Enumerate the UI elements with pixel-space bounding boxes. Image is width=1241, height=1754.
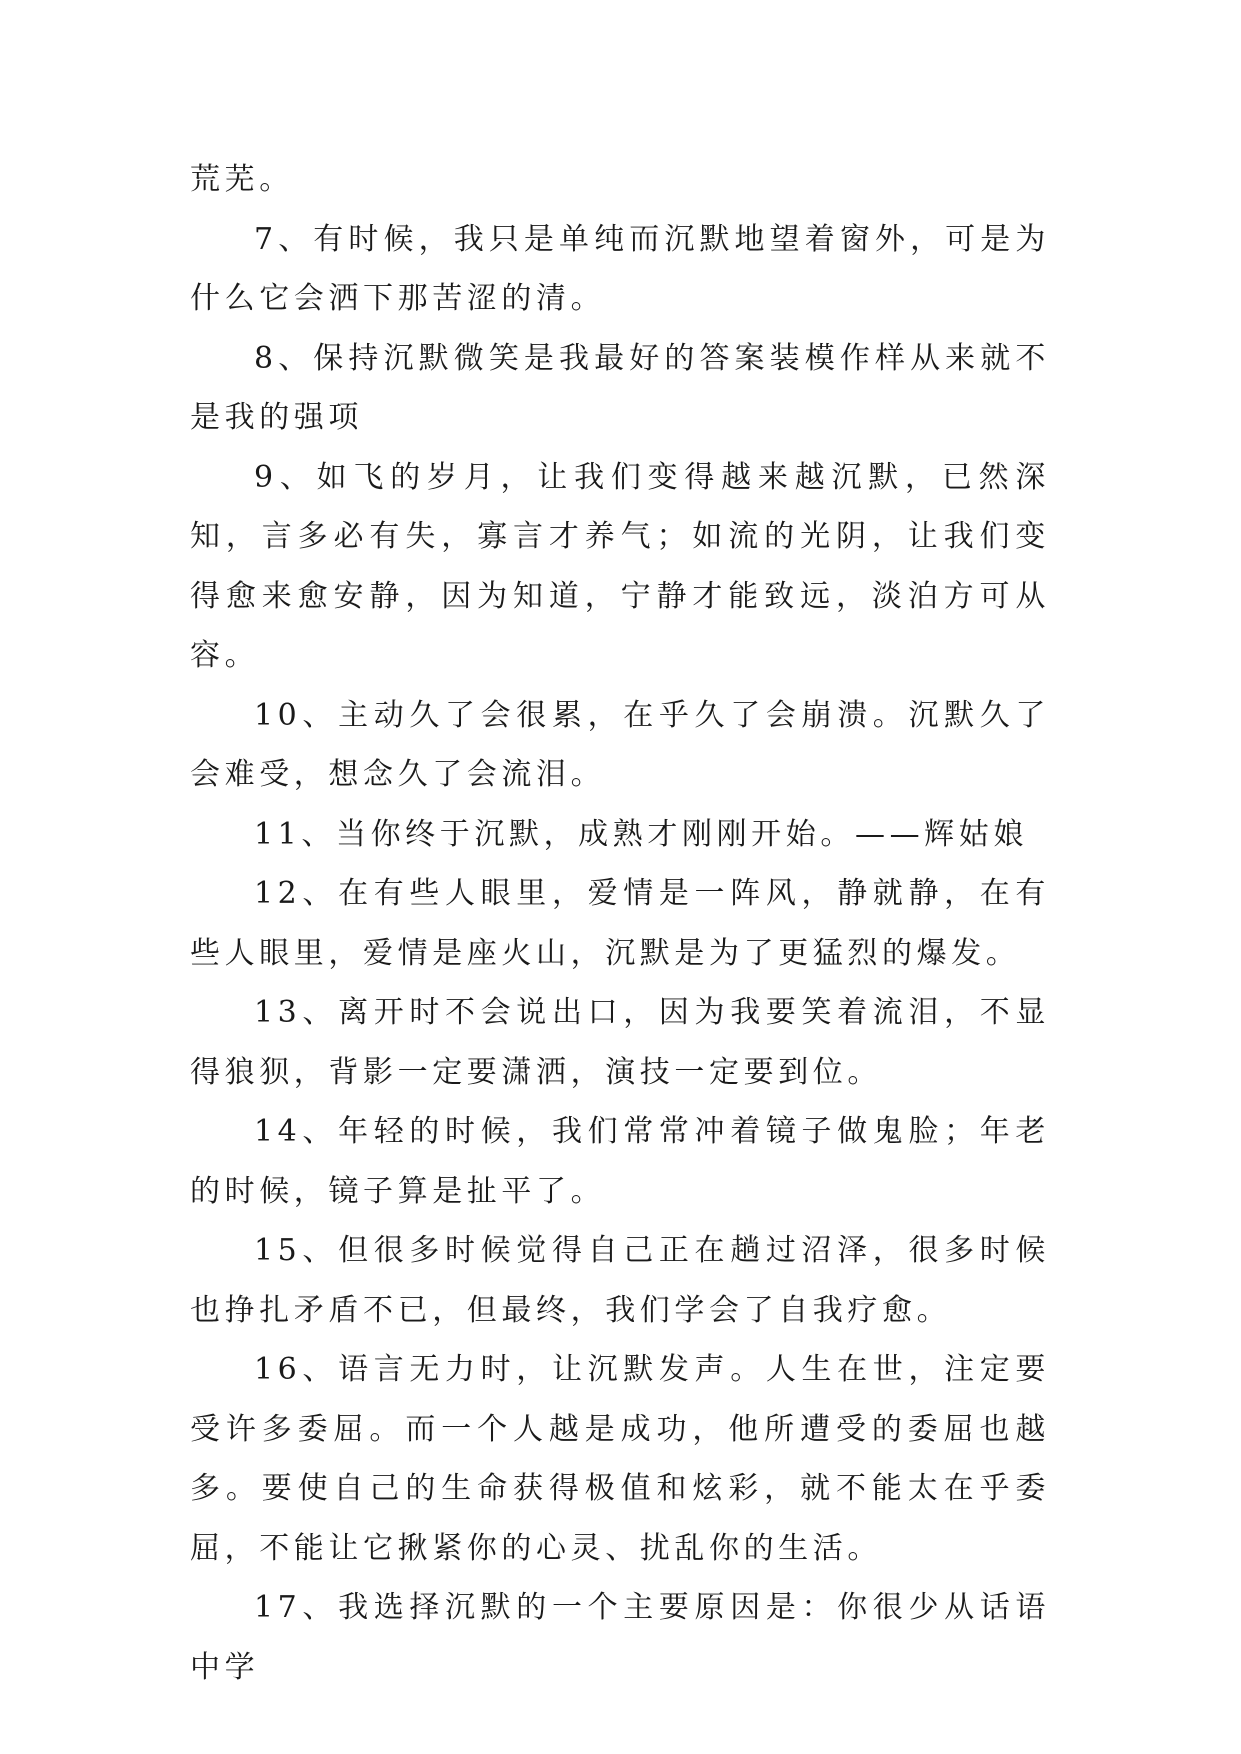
- paragraph-7: 7、有时候，我只是单纯而沉默地望着窗外，可是为什么它会洒下那苦涩的清。: [190, 221, 1050, 316]
- paragraph-9: 9、如飞的岁月，让我们变得越来越沉默，已然深知，言多必有失，寡言才养气；如流的光阴，让我们变得愈来愈安静，因为知道，宁静才能致远，淡泊方可从容。: [190, 459, 1050, 673]
- paragraph-14: 14、年轻的时候，我们常常冲着镜子做鬼脸；年老的时候，镜子算是扯平了。: [190, 1114, 1050, 1209]
- paragraph-8: 8、保持沉默微笑是我最好的答案装模作样从来就不是我的强项: [190, 340, 1050, 435]
- paragraph-12: 12、在有些人眼里，爱情是一阵风，静就静，在有些人眼里，爱情是座火山，沉默是为了更猛烈的爆发。: [190, 876, 1050, 971]
- paragraph-15: 15、但很多时候觉得自己正在趟过沼泽，很多时候也挣扎矛盾不已，但最终，我们学会了自我疗愈。: [190, 1233, 1050, 1328]
- paragraph-17: 17、我选择沉默的一个主要原因是：你很少从话语中学: [190, 1590, 1050, 1685]
- paragraph-13: 13、离开时不会说出口，因为我要笑着流泪，不显得狼狈，背影一定要潇洒，演技一定要到位。: [190, 995, 1050, 1090]
- paragraph-11: 11、当你终于沉默，成熟才刚刚开始。——辉姑娘: [254, 816, 1028, 852]
- paragraph-continuation: 荒芜。: [190, 162, 294, 197]
- paragraph-10: 10、主动久了会很累，在乎久了会崩溃。沉默久了会难受，想念久了会流泪。: [190, 697, 1050, 792]
- paragraph-16: 16、语言无力时，让沉默发声。人生在世，注定要受许多委屈。而一个人越是成功，他所遭受的委屈也越多。要使自己的生命获得极值和炫彩，就不能太在乎委屈，不能让它揪紧你的心灵、扰乱你的生活。: [190, 1352, 1050, 1566]
- document-body: [190, 150, 1050, 1697]
